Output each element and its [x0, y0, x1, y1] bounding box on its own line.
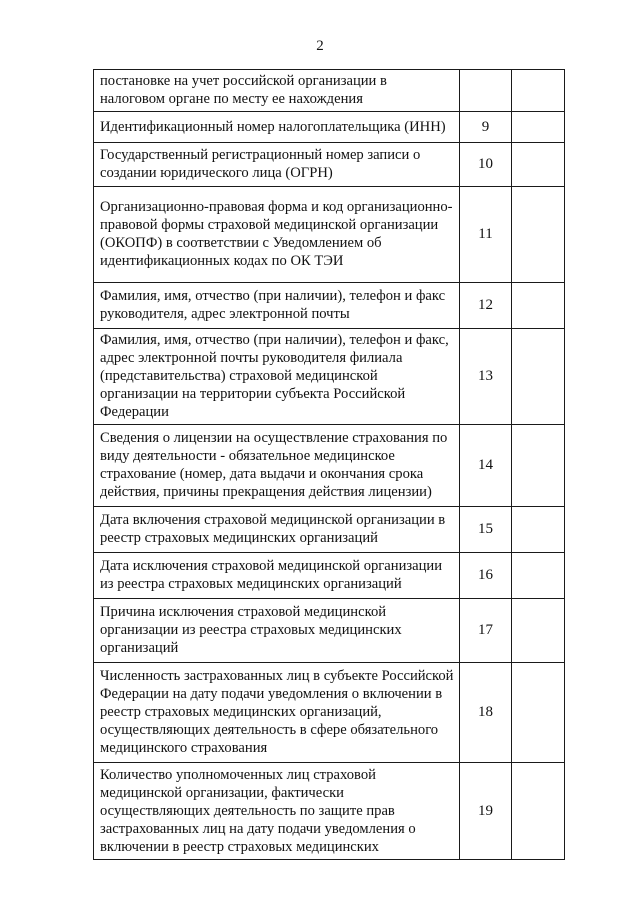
row-number: 9	[460, 112, 512, 143]
table-row	[94, 553, 565, 599]
row-description: Государственный регистрационный номер записи о создании юридического лица (ОГРН)	[94, 143, 460, 187]
row-description: Сведения о лицензии на осуществление страхования по виду деятельности - обязательное медицинское страхование (номер, дата выдачи и окончания срока действия, причины прекращения действия лицензии)	[94, 425, 460, 507]
row-value-cell	[512, 763, 565, 860]
row-number: 17	[460, 599, 512, 663]
table-row	[94, 763, 565, 860]
table-row	[94, 283, 565, 329]
row-description: постановке на учет российской организации в налоговом органе по месту ее нахождения	[94, 70, 460, 112]
row-number: 19	[460, 763, 512, 860]
row-description: Количество уполномоченных лиц страховой медицинской организации, фактически осуществляющих деятельность по защите прав застрахованных лиц на дату подачи уведомления о включении в реестр страховых медицинских	[94, 763, 460, 860]
row-number: 13	[460, 329, 512, 425]
row-value-cell	[512, 553, 565, 599]
table-row	[94, 329, 565, 425]
table-row	[94, 663, 565, 763]
row-number: 15	[460, 507, 512, 553]
row-value-cell	[512, 143, 565, 187]
table-row	[94, 70, 565, 112]
page-number: 2	[316, 38, 324, 54]
row-number: 18	[460, 663, 512, 763]
row-value-cell	[512, 283, 565, 329]
row-number: 10	[460, 143, 512, 187]
row-description: Дата включения страховой медицинской организации в реестр страховых медицинских организаций	[94, 507, 460, 553]
table-row	[94, 112, 565, 143]
row-value-cell	[512, 112, 565, 143]
row-description: Численность застрахованных лиц в субъекте Российской Федерации на дату подачи уведомления о включении в реестр страховых медицинских организаций, осуществляющих деятельность в сфере обязательного медицинского страхования	[94, 663, 460, 763]
table-row	[94, 143, 565, 187]
row-description: Фамилия, имя, отчество (при наличии), телефон и факс, адрес электронной почты руководителя филиала (представительства) страховой медицинской организации на территории субъекта Российской Федерации	[94, 329, 460, 425]
row-description: Дата исключения страховой медицинской организации из реестра страховых медицинских организаций	[94, 553, 460, 599]
table-row	[94, 187, 565, 283]
row-value-cell	[512, 599, 565, 663]
row-value-cell	[512, 70, 565, 112]
row-value-cell	[512, 425, 565, 507]
registry-table	[93, 69, 565, 860]
row-number: 14	[460, 425, 512, 507]
row-value-cell	[512, 187, 565, 283]
table-row	[94, 425, 565, 507]
row-number: 11	[460, 187, 512, 283]
row-value-cell	[512, 329, 565, 425]
row-number: 12	[460, 283, 512, 329]
row-number	[460, 70, 512, 112]
row-description: Фамилия, имя, отчество (при наличии), телефон и факс руководителя, адрес электронной почты	[94, 283, 460, 329]
row-value-cell	[512, 663, 565, 763]
row-description: Организационно-правовая форма и код организационно-правовой формы страховой медицинской организации (ОКОПФ) в соответствии с Уведомлением об идентификационных кодах по ОК ТЭИ	[94, 187, 460, 283]
table-row	[94, 507, 565, 553]
row-value-cell	[512, 507, 565, 553]
table-row	[94, 599, 565, 663]
row-description: Причина исключения страховой медицинской организации из реестра страховых медицинских организаций	[94, 599, 460, 663]
row-description: Идентификационный номер налогоплательщика (ИНН)	[94, 112, 460, 143]
row-number: 16	[460, 553, 512, 599]
